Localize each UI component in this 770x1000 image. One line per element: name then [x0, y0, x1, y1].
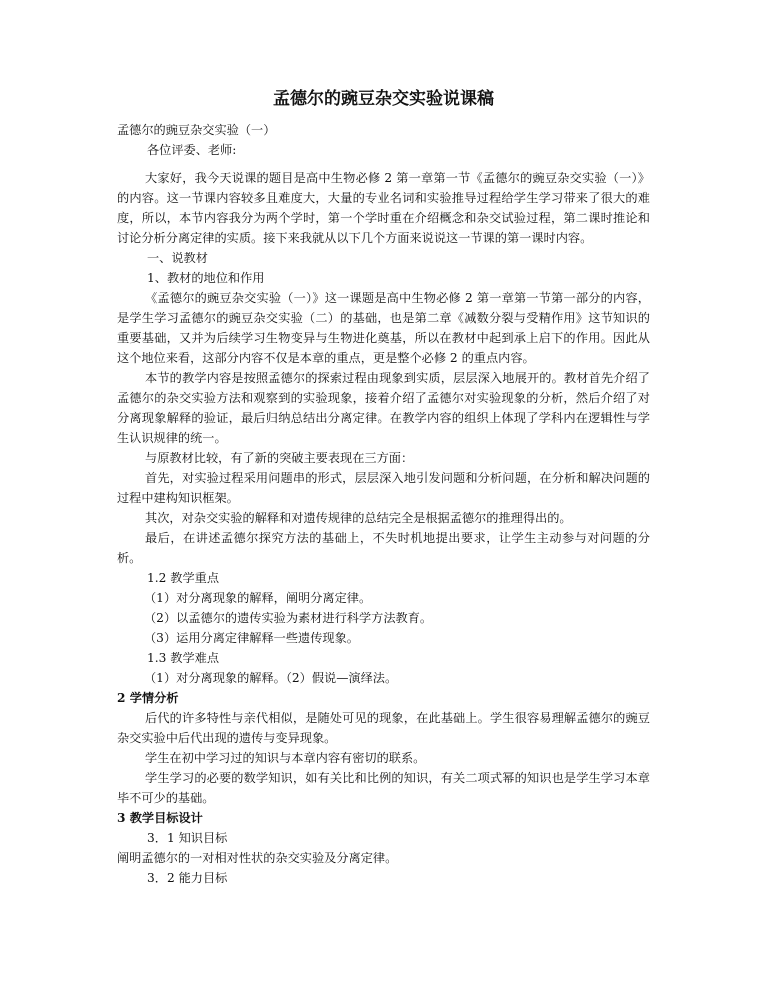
subsection-heading-1-2: 1.2 教学重点 — [147, 571, 220, 585]
section-heading-3: 3 教学目标设计 — [117, 811, 203, 825]
goal-knowledge: 阐明孟德尔的一对相对性状的杂交实验及分离定律。 — [117, 851, 398, 865]
key-point-3: （3）运用分离定律解释一些遗传现象。 — [144, 631, 359, 645]
document-title: 孟德尔的豌豆杂交实验说课稿 — [273, 89, 494, 109]
paragraph-first: 首先，对实验过程采用问题串的形式，层层深入地引发问题和分析问题，在分析和解决问题的过程中建构知识框架。 — [117, 471, 650, 505]
subsection-heading-1-1: 1、教材的地位和作用 — [147, 271, 265, 285]
subtitle: 孟德尔的豌豆杂交实验（一） — [117, 123, 276, 137]
subsection-heading-1-3: 1.3 教学难点 — [147, 651, 220, 665]
paragraph-learner-2: 学生在初中学习过的知识与本章内容有密切的联系。 — [145, 751, 426, 765]
paragraph-comparison: 与原教材比较，有了新的突破主要表现在三方面： — [145, 451, 414, 465]
paragraph-learner-1: 后代的许多特性与亲代相似，是随处可见的现象，在此基础上。学生很容易理解孟德尔的豌豆杂交实验中后代出现的遗传与变异现象。 — [117, 711, 650, 745]
key-point-2: （2）以孟德尔的遗传实验为素材进行科学方法教育。 — [144, 611, 433, 625]
greeting: 各位评委、老师: — [147, 143, 237, 157]
subsection-heading-3-2: 3．2 能力目标 — [147, 871, 228, 885]
difficulty-points: （1）对分离现象的解释。（2）假说—演绎法。 — [144, 671, 398, 685]
section-heading-2: 2 学情分析 — [117, 691, 179, 705]
paragraph-last: 最后，在讲述孟德尔探究方法的基础上，不失时机地提出要求，让学生主动参与对问题的分析。 — [117, 531, 650, 565]
paragraph-learner-3: 学生学习的必要的数学知识，如有关比和比例的知识，有关二项式幂的知识也是学生学习本章毕不可少的基础。 — [117, 771, 650, 805]
intro-paragraph: 大家好，我今天说课的题目是高中生物必修 2 第一章第一节《孟德尔的豌豆杂交实验（一）》的内容。这一节课内容较多且难度大，大量的专业名词和实验推导过程给学生学习带来了很大的难度，所以，本节内容我分为两个学时，第一个学时重在介绍概念和杂交试验过程，第二课时推论和讨论分析分离定律的实质。接下来我就从以下几个方面来说说这一节课的第一课时内容。 — [117, 171, 650, 245]
section-heading-1: 一、说教材 — [147, 251, 208, 265]
paragraph-second: 其次，对杂交实验的解释和对遗传规律的总结完全是根据孟德尔的推理得出的。 — [145, 511, 572, 525]
key-point-1: （1）对分离现象的解释，阐明分离定律。 — [144, 591, 372, 605]
subsection-heading-3-1: 3．1 知识目标 — [147, 831, 228, 845]
paragraph-content: 本节的教学内容是按照孟德尔的探索过程由现象到实质，层层深入地展开的。教材首先介绍了孟德尔的杂交实验方法和观察到的实验现象，接着介绍了孟德尔对实验现象的分析，然后介绍了对分离现象解释的验证，最后归纳总结出分离定律。在教学内容的组织上体现了学科内在逻辑性与学生认识规律的统一。 — [117, 371, 650, 445]
paragraph-position: 《孟德尔的豌豆杂交实验（一）》这一课题是高中生物必修 2 第一章第一节第一部分的内容，是学生学习孟德尔的豌豆杂交实验（二）的基础，也是第二章《减数分裂与受精作用》这节知识的重要基础，又并为后续学习生物变异与生物进化奠基，所以在教材中起到承上启下的作用。因此从这个地位来看，这部分内容不仅是本章的重点，更是整个必修 2 的重点内容。 — [117, 291, 650, 365]
